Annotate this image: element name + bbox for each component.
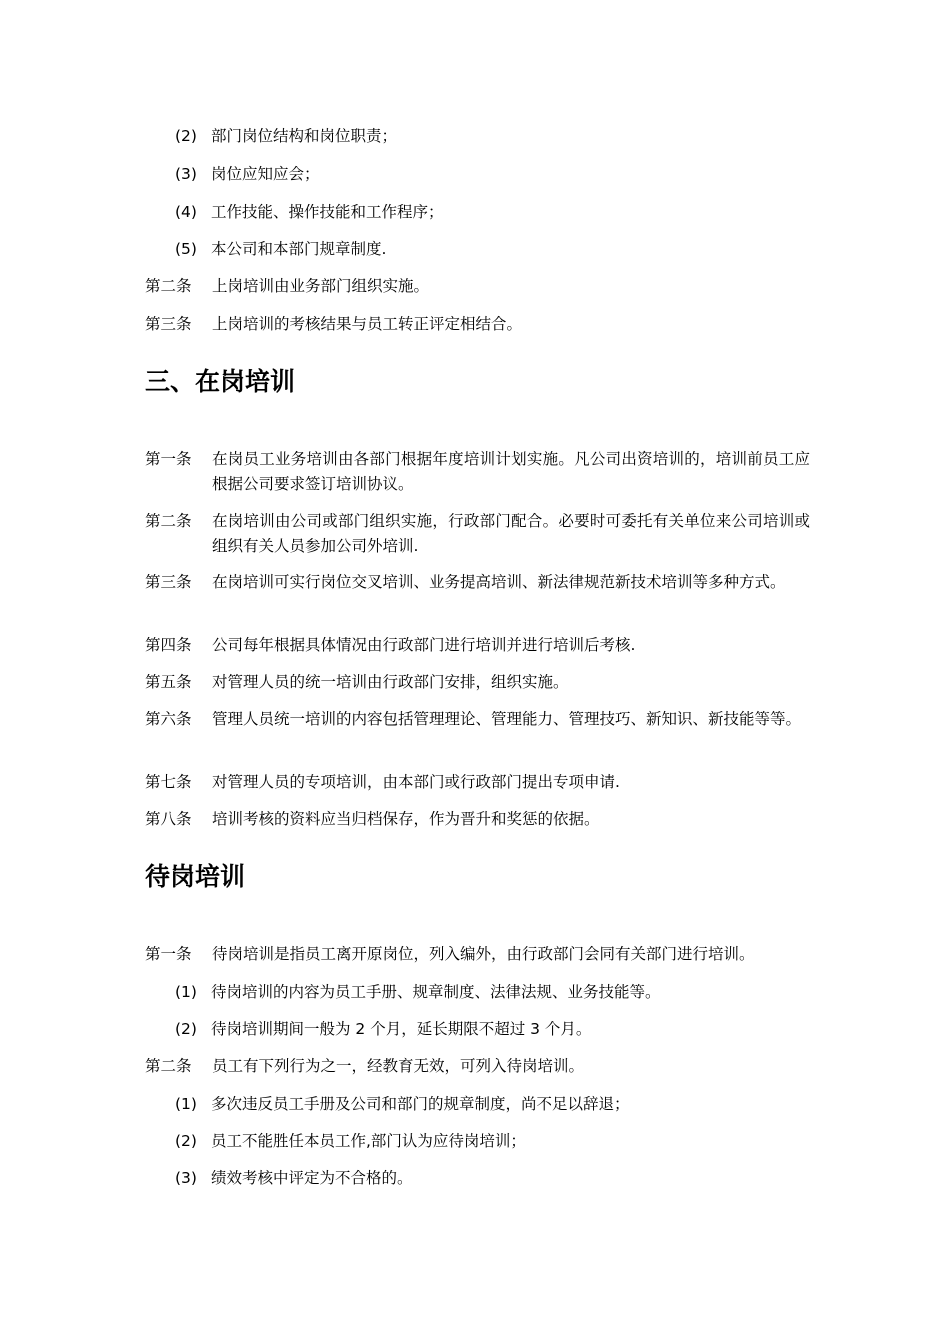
article <box>145 274 810 299</box>
article-label: 第二条 <box>145 512 192 530</box>
item-text: 待岗培训期间一般为 2 个月，延长期限不超过 3 个月。 <box>211 1020 592 1038</box>
list-item <box>175 124 397 148</box>
article-text: 上岗培训由业务部门组织实施。 <box>212 277 430 295</box>
list-item <box>175 1129 526 1153</box>
article-text: 在岗员工业务培训由各部门根据年度培训计划实施。凡公司出资培训的，培训前员工应根据公司要求签订培训协议。 <box>212 450 810 493</box>
article-label: 第二条 <box>145 1057 192 1075</box>
article <box>145 509 810 559</box>
article-label: 第一条 <box>145 450 192 468</box>
article-text: 管理人员统一培训的内容包括管理理论、管理能力、管理技巧、新知识、新技能等等。 <box>212 710 802 728</box>
item-number: (4) <box>175 203 197 221</box>
article <box>145 312 810 337</box>
item-number: (1) <box>175 1095 197 1113</box>
section-heading: 三、在岗培训 <box>145 367 296 396</box>
item-text: 多次违反员工手册及公司和部门的规章制度，尚不足以辞退； <box>211 1095 630 1113</box>
item-number: (3) <box>175 165 197 183</box>
article <box>145 807 810 832</box>
article <box>145 670 810 695</box>
list-item <box>175 1017 591 1041</box>
item-text: 待岗培训的内容为员工手册、规章制度、法律法规、业务技能等。 <box>211 983 661 1001</box>
article-text: 培训考核的资料应当归档保存，作为晋升和奖惩的依据。 <box>212 810 600 828</box>
article-text: 在岗培训可实行岗位交叉培训、业务提高培训、新法律规范新技术培训等多种方式。 <box>212 573 786 591</box>
article-label: 第二条 <box>145 277 192 295</box>
article <box>145 942 810 967</box>
article-label: 第八条 <box>145 810 192 828</box>
article-text: 对管理人员的专项培训，由本部门或行政部门提出专项申请. <box>212 773 620 791</box>
list-item <box>175 237 386 261</box>
article <box>145 770 810 795</box>
article-label: 第七条 <box>145 773 192 791</box>
item-number: (3) <box>175 1169 197 1187</box>
item-number: (1) <box>175 983 197 1001</box>
article-text: 公司每年根据具体情况由行政部门进行培训并进行培训后考核. <box>212 636 636 654</box>
article <box>145 633 810 658</box>
list-item <box>175 200 444 224</box>
article <box>145 707 810 732</box>
list-item <box>175 980 661 1004</box>
article-text: 在岗培训由公司或部门组织实施，行政部门配合。必要时可委托有关单位来公司培训或组织有关人员参加公司外培训. <box>212 512 810 555</box>
list-item <box>175 162 320 186</box>
item-text: 岗位应知应会； <box>211 165 320 183</box>
item-number: (2) <box>175 1020 197 1038</box>
section-heading: 待岗培训 <box>145 862 246 891</box>
article <box>145 570 810 595</box>
item-number: (2) <box>175 1132 197 1150</box>
item-text: 部门岗位结构和岗位职责； <box>211 127 398 145</box>
article <box>145 1054 810 1079</box>
article-label: 第四条 <box>145 636 192 654</box>
article-label: 第五条 <box>145 673 192 691</box>
article-label: 第三条 <box>145 315 192 333</box>
article-label: 第六条 <box>145 710 192 728</box>
item-text: 员工不能胜任本员工作,部门认为应待岗培训； <box>211 1132 526 1150</box>
article <box>145 447 810 497</box>
article-text: 待岗培训是指员工离开原岗位，列入编外，由行政部门会同有关部门进行培训。 <box>212 945 755 963</box>
article-label: 第三条 <box>145 573 192 591</box>
article-label: 第一条 <box>145 945 192 963</box>
list-item <box>175 1166 413 1190</box>
item-number: (5) <box>175 240 197 258</box>
item-text: 绩效考核中评定为不合格的。 <box>211 1169 413 1187</box>
article-text: 上岗培训的考核结果与员工转正评定相结合。 <box>212 315 523 333</box>
article-text: 员工有下列行为之一，经教育无效，可列入待岗培训。 <box>212 1057 585 1075</box>
item-number: (2) <box>175 127 197 145</box>
article-text: 对管理人员的统一培训由行政部门安排，组织实施。 <box>212 673 569 691</box>
list-item <box>175 1092 630 1116</box>
item-text: 本公司和本部门规章制度. <box>211 240 387 258</box>
item-text: 工作技能、操作技能和工作程序； <box>211 203 444 221</box>
